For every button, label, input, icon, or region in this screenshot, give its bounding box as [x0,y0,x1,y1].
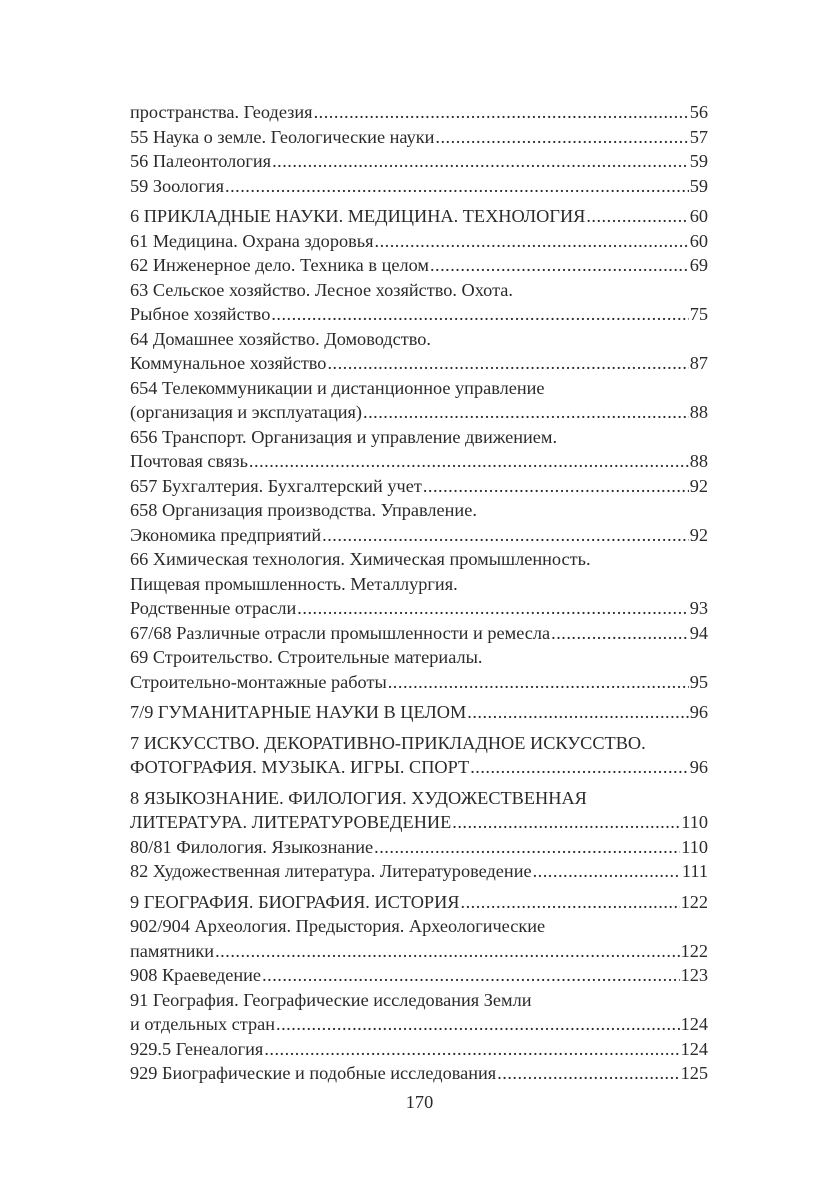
dot-leader [363,400,689,425]
dot-leader [551,621,689,646]
dot-leader [388,670,689,695]
entry-title-line: 64 Домашнее хозяйство. Домоводство. [130,328,431,349]
entry-title-line: памятники [130,940,215,961]
entry-page-number: 111 [681,861,708,881]
toc-entry [130,278,708,327]
toc-entry [130,914,708,963]
entry-final-line [130,149,708,174]
entry-final-line [130,1037,708,1062]
entry-final-line [130,596,708,621]
dot-leader [271,302,688,327]
entry-final-line [130,939,708,964]
toc-section-entry [130,786,708,835]
entry-page-number: 92 [689,475,708,496]
toc-section-entry [130,700,708,725]
entry-title-line: Почтовая связь [130,451,248,471]
entry-title-line: 902/904 Археология. Предыстория. Археологические [130,916,546,936]
toc-entry [130,425,708,474]
toc-entry [130,125,708,150]
entry-title-line: 69 Строительство. Строительные материалы. [130,647,483,667]
toc-entry [130,859,708,884]
dot-leader [423,474,689,499]
entry-final-line [130,755,708,780]
entry-title-line: пространства. Геодезия [130,102,313,122]
entry-final-line [130,474,708,499]
entry-final-line [130,174,708,199]
entry-page-number: 93 [689,598,708,618]
entry-page-number: 59 [689,151,708,171]
entry-page-number: 75 [689,304,708,324]
dot-leader [322,523,689,548]
toc-entry [130,474,708,499]
entry-title-line: 59 Зоология [130,175,225,196]
table-of-contents [130,100,708,1086]
entry-page-number: 69 [689,255,708,275]
toc-section-entry [130,204,708,229]
dot-leader [314,100,689,125]
page-number: 170 [405,1092,434,1112]
entry-title-line: Пищевая промышленность. Металлургия. [130,573,458,594]
dot-leader [533,859,681,884]
entry-page-number: 60 [689,230,708,251]
entry-title-line: 62 Инженерное дело. Техника в целом [130,255,429,275]
toc-entry [130,547,708,621]
entry-title-line: Экономика предприятий [130,524,322,545]
dot-leader [225,174,689,199]
entry-title-line: 6 ПРИКЛАДНЫЕ НАУКИ. МЕДИЦИНА. ТЕХНОЛОГИЯ [130,206,586,226]
entry-title-line: ЛИТЕРАТУРА. ЛИТЕРАТУРОВЕДЕНИЕ [130,812,452,832]
entry-final-line [130,253,708,278]
entry-page-number: 88 [689,402,708,422]
entry-title-line: Рыбное хозяйство [130,304,271,324]
entry-final-line [130,302,708,327]
entry-page-number: 125 [680,1063,708,1083]
entry-page-number: 122 [680,891,708,912]
entry-title-line: 61 Медицина. Охрана здоровья [130,230,374,251]
entry-title-line: 654 Телекоммуникации и дистанционное управление [130,377,545,398]
entry-title-line: 657 Бухгалтерия. Бухгалтерский учет [130,475,422,496]
toc-entry [130,498,708,547]
entry-page-number: 95 [689,671,708,692]
toc-entry [130,100,708,125]
dot-leader [327,351,688,376]
entry-page-number: 124 [680,1038,708,1059]
entry-final-line [130,100,708,125]
toc-entry [130,327,708,376]
entry-page-number: 110 [681,812,708,832]
entry-final-line [130,229,708,254]
entry-title-line: Строительно-монтажные работы [130,671,387,692]
entry-final-line [130,1061,708,1086]
entry-final-line [130,400,708,425]
entry-page-number: 96 [689,702,708,722]
entry-title-line: Коммунальное хозяйство [130,353,327,373]
dot-leader [249,449,689,474]
entry-page-number: 87 [689,353,708,373]
entry-page-number: 56 [689,102,708,122]
toc-section-entry [130,731,708,780]
entry-title-line: 63 Сельское хозяйство. Лесное хозяйство. Охота. [130,279,513,300]
entry-page-number: 92 [689,524,708,545]
dot-leader [467,700,688,725]
dot-leader [497,1061,679,1086]
entry-title-line: и отдельных стран [130,1014,276,1034]
entry-page-number: 110 [681,836,708,857]
entry-title-line: 56 Палеонтология [130,151,272,171]
entry-title-line: 7 ИСКУССТВО. ДЕКОРАТИВНО-ПРИКЛАДНОЕ ИСКУССТВО. [130,732,646,753]
entry-page-number: 122 [680,940,708,961]
entry-page-number: 59 [689,175,708,196]
dot-leader [276,1012,680,1037]
entry-title-line: 67/68 Различные отрасли промышленности и ремесла [130,622,551,643]
entry-title-line: 7/9 ГУМАНИТАРНЫЕ НАУКИ В ЦЕЛОМ [130,702,467,722]
toc-entry [130,174,708,199]
toc-entry [130,988,708,1037]
entry-title-line: 9 ГЕОГРАФИЯ. БИОГРАФИЯ. ИСТОРИЯ [130,891,460,912]
dot-leader [435,125,688,150]
toc-entry [130,376,708,425]
toc-entry [130,621,708,646]
dot-leader [264,1037,679,1062]
entry-final-line [130,351,708,376]
entry-title-line: 82 Художественная литература. Литературоведение [130,861,532,881]
dot-leader [272,149,689,174]
dot-leader [461,890,680,915]
toc-entry [130,229,708,254]
entry-final-line [130,204,708,229]
entry-title-line: 8 ЯЗЫКОЗНАНИЕ. ФИЛОЛОГИЯ. ХУДОЖЕСТВЕННАЯ [130,787,587,808]
entry-final-line [130,621,708,646]
toc-entry [130,1037,708,1062]
entry-page-number: 60 [689,206,708,226]
entry-title-line: ФОТОГРАФИЯ. МУЗЫКА. ИГРЫ. СПОРТ [130,757,470,777]
entry-page-number: 94 [689,622,708,643]
toc-entry [130,149,708,174]
toc-section-entry [130,890,708,915]
entry-title-line: 91 География. Географические исследования Земли [130,989,532,1010]
entry-final-line [130,835,708,860]
entry-final-line [130,523,708,548]
entry-title-line: 66 Химическая технология. Химическая промышленность. [130,549,591,569]
dot-leader [470,755,689,780]
entry-title-line: 929 Биографические и подобные исследования [130,1063,497,1083]
entry-final-line [130,859,708,884]
entry-page-number: 96 [689,757,708,777]
entry-final-line [130,890,708,915]
entry-title-line: 80/81 Филология. Языкознание [130,836,374,857]
entry-page-number: 124 [680,1014,708,1034]
dot-leader [430,253,689,278]
entry-title-line: Родственные отрасли [130,598,297,618]
toc-entry [130,253,708,278]
dot-leader [375,229,689,254]
entry-final-line [130,449,708,474]
entry-final-line [130,125,708,150]
toc-entry [130,963,708,988]
entry-final-line [130,963,708,988]
entry-final-line [130,1012,708,1037]
entry-title-line: (организация и эксплуатация) [130,402,363,422]
toc-entry [130,1061,708,1086]
toc-entry [130,645,708,694]
entry-title-line: 658 Организация производства. Управление. [130,500,477,520]
entry-final-line [130,700,708,725]
entry-title-line: 929.5 Генеалогия [130,1038,264,1059]
dot-leader [452,810,680,835]
dot-leader [374,835,680,860]
toc-entry [130,835,708,860]
entry-title-line: 656 Транспорт. Организация и управление движением. [130,426,558,447]
entry-final-line [130,810,708,835]
entry-title-line: 55 Наука о земле. Геологические науки [130,126,435,147]
entry-final-line [130,670,708,695]
entry-page-number: 123 [680,965,708,985]
entry-page-number: 57 [689,126,708,147]
dot-leader [215,939,679,964]
dot-leader [297,596,688,621]
entry-page-number: 88 [689,451,708,471]
dot-leader [262,963,680,988]
dot-leader [586,204,688,229]
entry-title-line: 908 Краеведение [130,965,262,985]
